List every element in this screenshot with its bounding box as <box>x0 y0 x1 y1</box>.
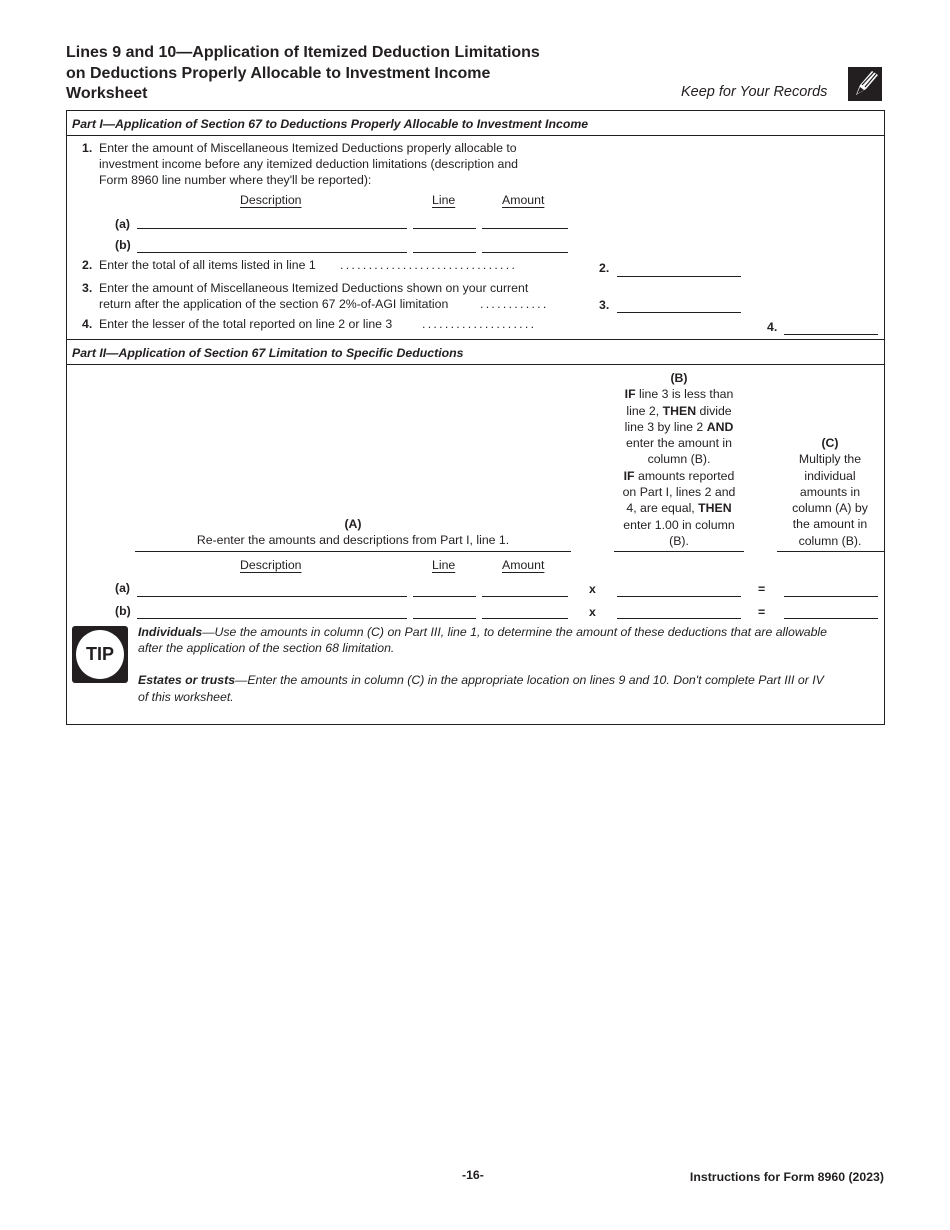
col-c-label: (C) <box>821 436 839 450</box>
part2-heading: Part II—Application of Section 67 Limitation to Specific Deductions <box>72 346 464 360</box>
t: Individuals <box>138 625 203 639</box>
t: individual <box>804 468 856 483</box>
line3-text: Enter the amount of Miscellaneous Itemized Deductions shown on your current <box>99 281 529 295</box>
line-b-field[interactable] <box>413 618 476 619</box>
times-sign: x <box>589 605 596 619</box>
title-line: Lines 9 and 10—Application of Itemized Deduction Limitations <box>66 44 540 61</box>
leader-dots: ............................... <box>340 258 518 272</box>
column-c-header <box>770 435 890 549</box>
t: —Enter the amounts in column (C) in the appropriate location on lines 9 and 10. Don't complete Part III or IV <box>235 673 824 687</box>
amount-a-field[interactable] <box>482 596 568 597</box>
col-line: Line <box>432 193 456 207</box>
line-a-field[interactable] <box>413 228 476 229</box>
amount-b-field[interactable] <box>482 252 568 253</box>
t: column (B). <box>647 452 711 467</box>
equals-sign: = <box>758 605 766 619</box>
line2-text: Enter the total of all items listed in line 1 <box>99 258 316 272</box>
line4-field[interactable] <box>784 334 878 335</box>
t: THEN <box>662 403 697 418</box>
amount-a-field[interactable] <box>482 228 568 229</box>
col-line: Line <box>432 558 456 572</box>
line-number: 2. <box>599 261 610 275</box>
title-line: Worksheet <box>66 85 148 102</box>
t: enter the amount in <box>626 436 732 451</box>
t: IF <box>623 468 635 483</box>
column-c-a-field[interactable] <box>784 596 878 597</box>
t: the amount in <box>792 517 868 532</box>
line3-field[interactable] <box>617 312 741 313</box>
amount-b-field[interactable] <box>482 618 568 619</box>
equals-sign: = <box>758 582 766 596</box>
line-number: 2. <box>82 258 93 272</box>
col-a-text: Re-enter the amounts and descriptions from Part I, line 1. <box>196 533 510 548</box>
t: amounts reported <box>634 468 735 483</box>
pencil-icon <box>848 67 882 101</box>
column-b-a-field[interactable] <box>617 596 741 597</box>
divider <box>614 551 744 552</box>
line1-text: investment income before any itemized deduction limitations (description and <box>99 157 518 171</box>
row-label: (a) <box>115 581 131 595</box>
line1-text: Enter the amount of Miscellaneous Itemized Deductions properly allocable to <box>99 141 517 155</box>
column-c-b-field[interactable] <box>784 618 878 619</box>
line-number: 4. <box>82 317 93 331</box>
line-number: 3. <box>82 281 93 295</box>
t: column (A) by <box>792 501 868 516</box>
t: line 3 is less than <box>635 387 734 402</box>
t: —Use the amounts in column (C) on Part III, line 1, to determine the amount of these deductions that are allowable <box>202 625 827 639</box>
line-number: 1. <box>82 141 93 155</box>
tip-icon <box>72 626 128 683</box>
tip-badge: TIP <box>85 644 114 665</box>
page-number: -16- <box>462 1168 484 1182</box>
tip-individuals-cont: after the application of the section 68 limitation. <box>138 641 395 655</box>
divider <box>66 339 885 340</box>
col-amount: Amount <box>502 558 545 572</box>
t: divide <box>696 403 732 418</box>
column-b-b-field[interactable] <box>617 618 741 619</box>
t: Estates or trusts <box>138 673 236 687</box>
leader-dots: ............ <box>480 297 549 311</box>
t: column (B). <box>798 533 862 548</box>
line-number: 4. <box>767 320 778 334</box>
row-label: (b) <box>115 238 131 252</box>
col-description: Description <box>240 193 302 207</box>
col-description: Description <box>240 558 302 572</box>
divider <box>777 551 885 552</box>
line-a-field[interactable] <box>413 596 476 597</box>
description-a-field[interactable] <box>137 228 407 229</box>
divider <box>66 364 885 365</box>
t: 4, are equal, <box>626 501 699 516</box>
t: enter 1.00 in column <box>623 517 735 532</box>
col-b-label: (B) <box>670 371 688 385</box>
row-label: (a) <box>115 217 131 231</box>
line3-text: return after the application of the section 67 2%-of-AGI limitation <box>99 297 449 311</box>
t: (B). <box>669 533 689 548</box>
t: amounts in <box>799 484 861 499</box>
title-line: on Deductions Properly Allocable to Investment Income <box>66 64 491 82</box>
t: AND <box>706 419 734 434</box>
line1-text: Form 8960 line number where they'll be reported): <box>99 173 372 187</box>
form-footer: Instructions for Form 8960 (2023) <box>689 1170 884 1184</box>
t: IF <box>624 387 636 402</box>
line2-field[interactable] <box>617 276 741 277</box>
tip-individuals <box>138 624 827 640</box>
tip-estates <box>138 672 824 688</box>
column-b-header <box>604 370 754 549</box>
description-b-field[interactable] <box>137 252 407 253</box>
t: line 3 by line 2 <box>624 419 707 434</box>
part1-heading: Part I—Application of Section 67 to Deductions Properly Allocable to Investment Income <box>72 117 589 131</box>
col-a-label: (A) <box>344 517 362 531</box>
row-label: (b) <box>115 604 131 618</box>
line-b-field[interactable] <box>413 252 476 253</box>
t: THEN <box>698 501 732 516</box>
times-sign: x <box>589 582 596 596</box>
description-b-field[interactable] <box>137 618 407 619</box>
t: line 2, <box>626 403 663 418</box>
tip-estates-cont: of this worksheet. <box>138 690 234 704</box>
t: on Part I, lines 2 and <box>622 485 736 500</box>
divider <box>66 135 885 136</box>
leader-dots: .................... <box>422 317 537 331</box>
divider <box>135 551 571 552</box>
column-a-header <box>135 516 571 549</box>
col-amount: Amount <box>502 193 545 207</box>
t: Multiply the <box>798 452 862 467</box>
line-number: 3. <box>599 298 610 312</box>
line4-text: Enter the lesser of the total reported on line 2 or line 3 <box>99 317 393 331</box>
worksheet-title <box>66 43 540 105</box>
keep-for-records: Keep for Your Records <box>681 84 828 100</box>
description-a-field[interactable] <box>137 596 407 597</box>
